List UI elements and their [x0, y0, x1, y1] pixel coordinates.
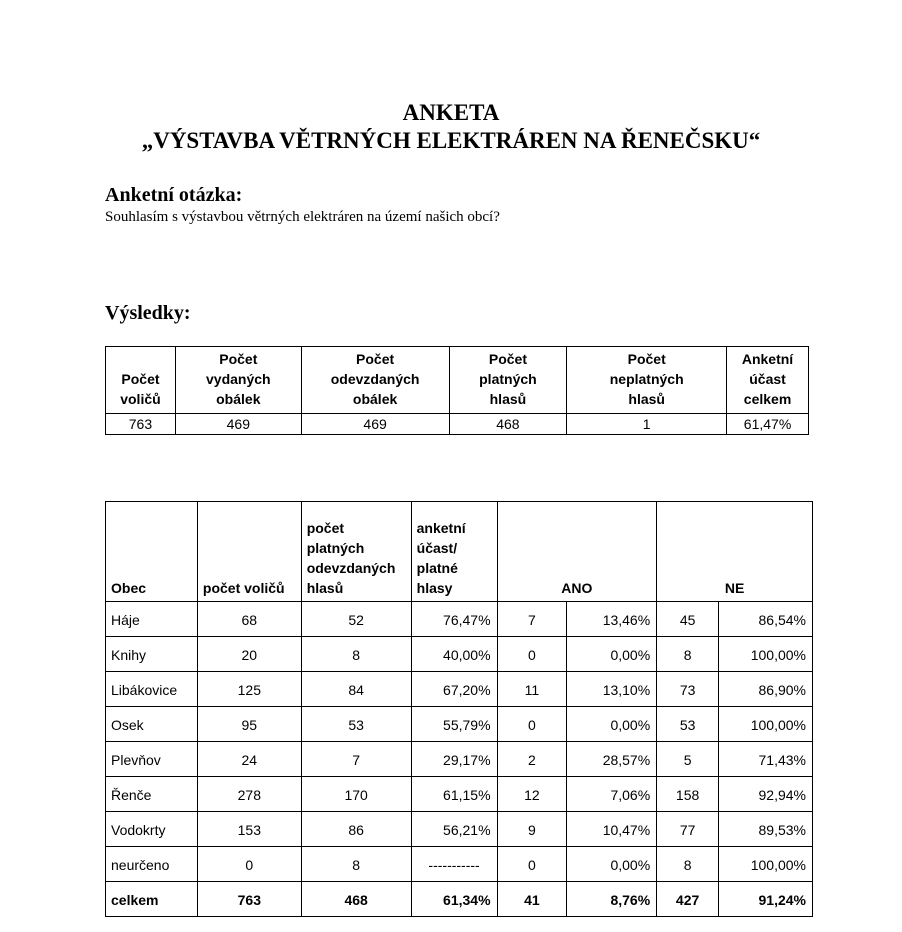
cell-obec: Vodokrty — [106, 812, 198, 847]
table-row — [106, 602, 813, 637]
cell-ne-count: 8 — [657, 847, 719, 882]
summary-values-row — [106, 414, 809, 435]
table-row — [106, 672, 813, 707]
cell-anketni-ucast: 55,79% — [411, 707, 497, 742]
cell-ne-count: 53 — [657, 707, 719, 742]
cell-platnych-hlasu: 53 — [301, 707, 411, 742]
cell-ne-count: 427 — [657, 882, 719, 917]
total-row — [106, 882, 813, 917]
cell-obec: celkem — [106, 882, 198, 917]
cell-ne-percent: 100,00% — [719, 847, 813, 882]
cell-anketni-ucast: 67,20% — [411, 672, 497, 707]
cell-platnych-hlasu: 7 — [301, 742, 411, 777]
header-obec: Obec — [106, 502, 198, 602]
cell-ne-percent: 86,54% — [719, 602, 813, 637]
cell-ano-percent: 0,00% — [567, 707, 657, 742]
cell-ano-count: 0 — [497, 847, 567, 882]
cell-ne-count: 158 — [657, 777, 719, 812]
cell-pocet-volicu: 24 — [197, 742, 301, 777]
cell-anketni-ucast: 76,47% — [411, 602, 497, 637]
value-anketni-ucast: 61,47% — [727, 414, 809, 435]
cell-ne-percent: 92,94% — [719, 777, 813, 812]
summary-header-row — [106, 347, 809, 414]
document-subtitle: „VÝSTAVBA VĚTRNÝCH ELEKTRÁREN NA ŘENEČSKU“ — [141, 128, 761, 153]
cell-pocet-volicu: 278 — [197, 777, 301, 812]
cell-ne-count: 5 — [657, 742, 719, 777]
cell-ano-percent: 10,47% — [567, 812, 657, 847]
table-row — [106, 812, 813, 847]
header-odevzdanych-obalek: Počet odevzdaných obálek — [301, 347, 449, 414]
cell-obec: Plevňov — [106, 742, 198, 777]
table-row — [106, 847, 813, 882]
cell-ne-count: 73 — [657, 672, 719, 707]
table-row — [106, 707, 813, 742]
cell-platnych-hlasu: 468 — [301, 882, 411, 917]
cell-ano-percent: 28,57% — [567, 742, 657, 777]
cell-ne-count: 45 — [657, 602, 719, 637]
cell-anketni-ucast: ----------- — [411, 847, 497, 882]
value-odevzdanych-obalek: 469 — [301, 414, 449, 435]
header-ne: NE — [657, 502, 813, 602]
cell-obec: neurčeno — [106, 847, 198, 882]
table-row — [106, 742, 813, 777]
summary-table — [105, 346, 809, 435]
cell-platnych-hlasu: 170 — [301, 777, 411, 812]
header-pocet-volicu: počet voličů — [197, 502, 301, 602]
cell-ano-count: 0 — [497, 637, 567, 672]
cell-obec: Osek — [106, 707, 198, 742]
header-vydanych-obalek: Počet vydaných obálek — [175, 347, 301, 414]
cell-ano-count: 2 — [497, 742, 567, 777]
cell-ano-count: 12 — [497, 777, 567, 812]
cell-platnych-hlasu: 8 — [301, 847, 411, 882]
cell-ne-count: 77 — [657, 812, 719, 847]
cell-ne-percent: 100,00% — [719, 707, 813, 742]
cell-ano-count: 7 — [497, 602, 567, 637]
cell-ne-count: 8 — [657, 637, 719, 672]
cell-obec: Knihy — [106, 637, 198, 672]
cell-ano-count: 9 — [497, 812, 567, 847]
cell-obec: Libákovice — [106, 672, 198, 707]
cell-ano-percent: 13,46% — [567, 602, 657, 637]
value-neplatnych-hlasu: 1 — [567, 414, 727, 435]
cell-platnych-hlasu: 8 — [301, 637, 411, 672]
cell-ne-percent: 91,24% — [719, 882, 813, 917]
cell-platnych-hlasu: 52 — [301, 602, 411, 637]
cell-ne-percent: 100,00% — [719, 637, 813, 672]
cell-ano-percent: 13,10% — [567, 672, 657, 707]
question-text: Souhlasím s výstavbou větrných elektráren na území našich obcí? — [105, 209, 500, 225]
cell-ano-percent: 7,06% — [567, 777, 657, 812]
results-heading: Výsledky: — [105, 302, 191, 324]
header-platnych-hlasu: Počet platných hlasů — [449, 347, 567, 414]
value-platnych-hlasu: 468 — [449, 414, 567, 435]
cell-ne-percent: 86,90% — [719, 672, 813, 707]
table-row — [106, 777, 813, 812]
town-header-row — [106, 502, 813, 602]
cell-ano-count: 41 — [497, 882, 567, 917]
cell-pocet-volicu: 20 — [197, 637, 301, 672]
cell-anketni-ucast: 29,17% — [411, 742, 497, 777]
question-heading: Anketní otázka: — [105, 184, 243, 206]
cell-ne-percent: 89,53% — [719, 812, 813, 847]
cell-pocet-volicu: 0 — [197, 847, 301, 882]
town-results-table — [105, 501, 813, 917]
cell-ano-percent: 0,00% — [567, 637, 657, 672]
value-vydanych-obalek: 469 — [175, 414, 301, 435]
cell-obec: Řenče — [106, 777, 198, 812]
cell-platnych-hlasu: 86 — [301, 812, 411, 847]
header-ano: ANO — [497, 502, 657, 602]
cell-platnych-hlasu: 84 — [301, 672, 411, 707]
header-neplatnych-hlasu: Počet neplatných hlasů — [567, 347, 727, 414]
cell-anketni-ucast: 56,21% — [411, 812, 497, 847]
cell-anketni-ucast: 61,15% — [411, 777, 497, 812]
cell-anketni-ucast: 40,00% — [411, 637, 497, 672]
header-pocet-volicu: Počet voličů — [106, 347, 176, 414]
cell-obec: Háje — [106, 602, 198, 637]
cell-ano-percent: 0,00% — [567, 847, 657, 882]
header-platnych-hlasu: počet platných odevzdaných hlasů — [301, 502, 411, 602]
header-anketni-ucast: anketní účast/ platné hlasy — [411, 502, 497, 602]
cell-pocet-volicu: 95 — [197, 707, 301, 742]
cell-ne-percent: 71,43% — [719, 742, 813, 777]
cell-anketni-ucast: 61,34% — [411, 882, 497, 917]
cell-pocet-volicu: 68 — [197, 602, 301, 637]
value-pocet-volicu: 763 — [106, 414, 176, 435]
cell-ano-percent: 8,76% — [567, 882, 657, 917]
table-row — [106, 637, 813, 672]
document-title: ANKETA — [402, 100, 500, 125]
cell-pocet-volicu: 153 — [197, 812, 301, 847]
cell-ano-count: 0 — [497, 707, 567, 742]
cell-ano-count: 11 — [497, 672, 567, 707]
header-anketni-ucast: Anketní účast celkem — [727, 347, 809, 414]
cell-pocet-volicu: 763 — [197, 882, 301, 917]
cell-pocet-volicu: 125 — [197, 672, 301, 707]
